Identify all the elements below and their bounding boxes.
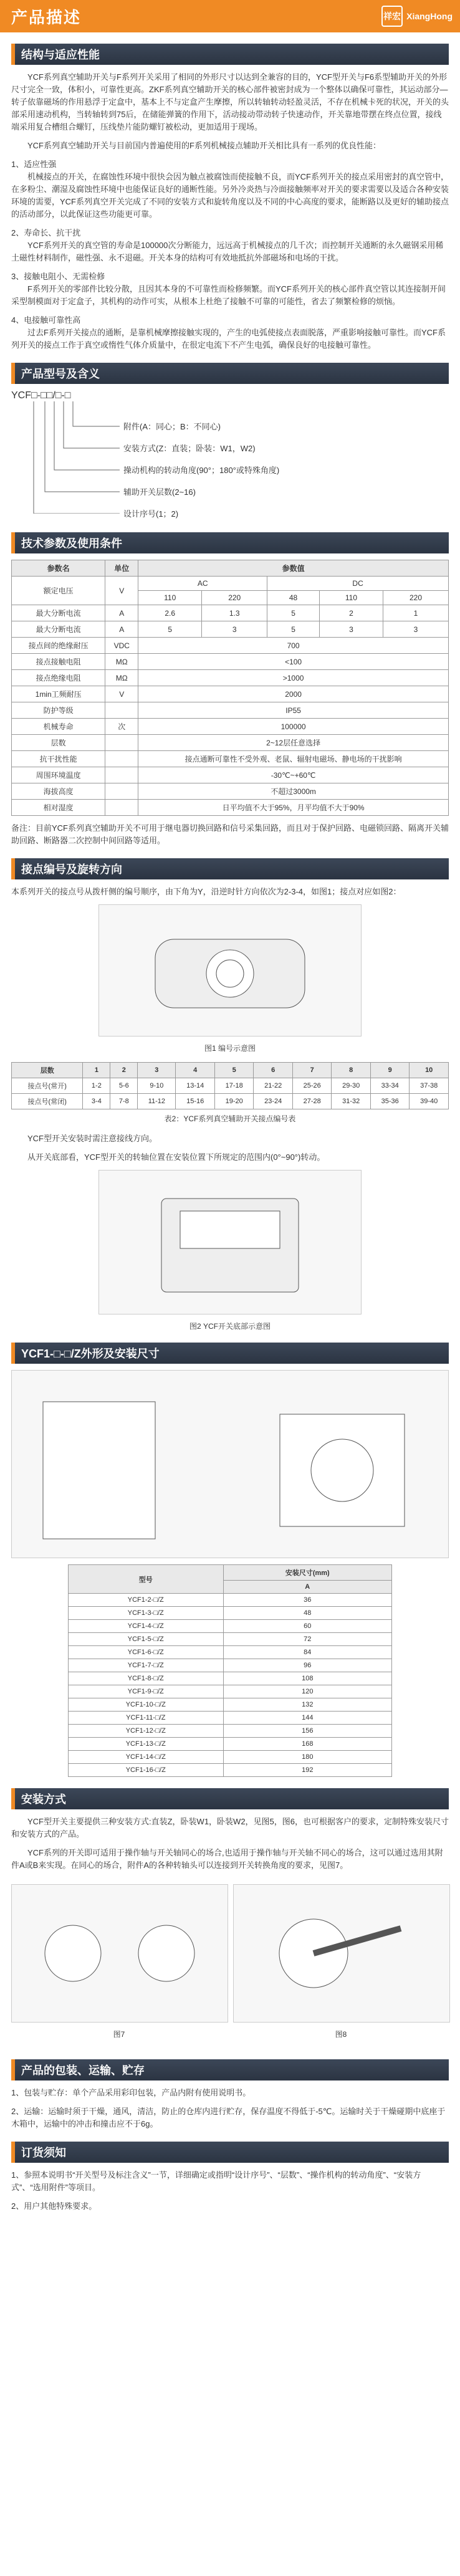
list-item xyxy=(11,158,449,221)
model-item: 设计序号(1；2) xyxy=(123,509,179,519)
table-cell: 192 xyxy=(223,1764,391,1777)
list-item-title: 3、接触电阻小、无需检修 xyxy=(11,272,105,281)
table-cell: 1 xyxy=(383,605,448,621)
switch-bottom-diagram-icon xyxy=(118,1180,342,1305)
section-ordering xyxy=(11,2142,449,2213)
page-title: 产品描述 xyxy=(11,7,82,27)
table-cell: 次 xyxy=(105,719,138,735)
brand-logo-icon: 祥宏 xyxy=(381,6,403,27)
table-cell: 36 xyxy=(223,1594,391,1607)
table-cell: 33-34 xyxy=(370,1078,409,1094)
table-cell: V xyxy=(105,577,138,605)
table-cell: 最大分断电流 xyxy=(12,621,105,638)
table-cell: YCF1-10-□/Z xyxy=(69,1698,224,1712)
list-item-text: 过去F系列开关接点的通断，是靠机械摩擦接触实现的，产生的电弧使接点表面脱落，严重影响接触可靠性。而YCF系列开关的接点工作于真空或惰性气体介质量中，在很定电流下不产生电弧，确保良好的电接触可靠性。 xyxy=(11,328,446,350)
model-code: YCF□-□□/□-□ xyxy=(11,390,71,401)
table-cell: 35-36 xyxy=(370,1094,409,1109)
table-cell: 48 xyxy=(267,591,320,605)
model-diagram-lines xyxy=(20,401,120,514)
section-title: 技术参数及使用条件 xyxy=(11,532,449,553)
table-header: 6 xyxy=(254,1063,292,1078)
section-contacts xyxy=(11,858,449,1331)
table-cell: 5 xyxy=(267,621,320,638)
paragraph: 2、运输：运输时须于干燥，通风，清洁，防止的仓库内进行贮存，保存温度不得低于-5℃。运输时关于干燥碰期中底座于木箱中，运输中的冲击和撞击应不于6g。 xyxy=(11,2107,446,2128)
table-header: 参数名 xyxy=(12,560,105,577)
table-cell: MΩ xyxy=(105,670,138,686)
table-cell: 156 xyxy=(223,1725,391,1738)
table-cell: DC xyxy=(267,577,449,591)
list-item xyxy=(11,227,449,264)
table-cell: 额定电压 xyxy=(12,577,105,605)
table-caption: 表2：YCF系列真空辅助开关接点编号表 xyxy=(164,1114,296,1123)
table-header: 安装尺寸(mm) xyxy=(223,1565,391,1581)
section-title: 订货须知 xyxy=(11,2142,449,2163)
figure-7-wrap xyxy=(11,1878,227,2048)
table-cell: 100000 xyxy=(138,719,449,735)
table-cell: 25-26 xyxy=(292,1078,331,1094)
table-cell: 接点号(常开) xyxy=(12,1078,83,1094)
table-cell: 96 xyxy=(223,1659,391,1672)
table-cell: 17-18 xyxy=(214,1078,253,1094)
table-cell: 1min工频耐压 xyxy=(12,686,105,702)
table-cell: 最大分断电流 xyxy=(12,605,105,621)
installation-figures xyxy=(11,1878,449,2048)
contact-number-table xyxy=(11,1062,449,1109)
table-cell: V xyxy=(105,686,138,702)
model-item: 安装方式(Z：直装；卧装：W1，W2) xyxy=(123,444,256,453)
table-cell: 19-20 xyxy=(214,1094,253,1109)
table-header: 4 xyxy=(176,1063,214,1078)
list-item-title: 4、电接触可靠性高 xyxy=(11,315,81,325)
table-cell: 2.6 xyxy=(138,605,202,621)
dimension-drawing xyxy=(11,1370,449,1558)
model-code-diagram xyxy=(11,390,449,521)
coaxial-diagram-icon xyxy=(17,1891,223,2016)
table-cell xyxy=(105,767,138,783)
table-cell: 31-32 xyxy=(332,1094,370,1109)
list-item-text: F系列开关的零部件比较分散，且因其本身的不可靠性而检修频繁。而YCF系列开关的核心部件真空管以其连接制开间采型制模面对于定盒子，其机构的动作可实，从根本上杜绝了接触不可靠的可能性，省去了频繁检修的烦恼。 xyxy=(11,284,446,306)
paragraph: 从开关底部看，YCF型开关的转轴位置在安装位置下所规定的范围内(0°~90°)转动。 xyxy=(27,1152,325,1162)
paragraph: YCF型开关安装时需注意接线方向。 xyxy=(27,1134,158,1143)
top-bar xyxy=(0,0,460,32)
paragraph: YCF型开关主要提供三种安装方式:直装Z，卧装W1，卧装W2，见图5，图6，也可根据客户的要求，定制特殊安装尺寸和安装方式的产品。 xyxy=(11,1817,449,1839)
table-header: 8 xyxy=(332,1063,370,1078)
section-title: YCF1-□-□/Z外形及安装尺寸 xyxy=(11,1343,449,1364)
table-cell: 9-10 xyxy=(138,1078,176,1094)
list-item xyxy=(11,271,449,308)
figure-caption: 图7 xyxy=(113,2030,125,2039)
model-item: 操动机构的转动角度(90°；180°或特殊角度) xyxy=(123,466,280,475)
table-cell: 5-6 xyxy=(110,1078,138,1094)
table-cell xyxy=(105,800,138,816)
table-cell: 周围环境温度 xyxy=(12,767,105,783)
table-cell: YCF1-3-□/Z xyxy=(69,1607,224,1620)
table-cell: 抗干扰性能 xyxy=(12,751,105,767)
table-cell: 海拔高度 xyxy=(12,783,105,800)
table-cell: 108 xyxy=(223,1672,391,1685)
table-cell: 27-28 xyxy=(292,1094,331,1109)
paragraph: 1、包装与贮存：单个产品采用彩印包装，产品内附有使用说明书。 xyxy=(11,2088,251,2097)
table-cell: 120 xyxy=(223,1685,391,1698)
paragraph: 本系列开关的接点号从拨杆侧的编号顺序，由下角为Y，沿逆时针方向依次为2-3-4，如图1；接点对应如图2： xyxy=(11,887,401,896)
list-item-title: 1、适应性强 xyxy=(11,160,57,169)
table-cell: A xyxy=(105,621,138,638)
table-cell: 3-4 xyxy=(83,1094,110,1109)
figure-caption: 图8 xyxy=(335,2030,347,2039)
table-cell: 接点通断可靠性不受外观、老鼠、辐射电磁场、静电场的干扰影响 xyxy=(138,751,449,767)
switch-front-diagram-icon xyxy=(118,914,342,1027)
table-cell: YCF1-6-□/Z xyxy=(69,1646,224,1659)
table-header: 单位 xyxy=(105,560,138,577)
table-cell: YCF1-9-□/Z xyxy=(69,1685,224,1698)
section-dimensions xyxy=(11,1343,449,1777)
table-cell: 接点接触电阻 xyxy=(12,654,105,670)
table-header: 10 xyxy=(410,1063,449,1078)
list-item xyxy=(11,314,449,352)
table-cell: 5 xyxy=(267,605,320,621)
table-cell: VDC xyxy=(105,638,138,654)
table-cell: 84 xyxy=(223,1646,391,1659)
table-cell: MΩ xyxy=(105,654,138,670)
table-cell: YCF1-7-□/Z xyxy=(69,1659,224,1672)
table-cell: YCF1-12-□/Z xyxy=(69,1725,224,1738)
table-cell: 29-30 xyxy=(332,1078,370,1094)
table-cell: 7-8 xyxy=(110,1094,138,1109)
model-item: 辅助开关层数(2~16) xyxy=(123,487,196,497)
content xyxy=(0,44,460,2213)
table-cell: 220 xyxy=(383,591,448,605)
table-cell: -30℃~+60℃ xyxy=(138,767,449,783)
section-title: 产品的包装、运输、贮存 xyxy=(11,2059,449,2080)
table-cell: 110 xyxy=(138,591,202,605)
table-cell: 相对湿度 xyxy=(12,800,105,816)
table-header: 7 xyxy=(292,1063,331,1078)
paragraph: YCF系列真空辅助开关与目前国内普遍使用的F系列机械接点辅助开关相比具有一系列的优良性能： xyxy=(27,141,381,150)
table-cell: YCF1-13-□/Z xyxy=(69,1738,224,1751)
table-cell: 机械寿命 xyxy=(12,719,105,735)
table-cell: 168 xyxy=(223,1738,391,1751)
table-cell: 2 xyxy=(319,605,383,621)
table-cell: 700 xyxy=(138,638,449,654)
table-cell: 15-16 xyxy=(176,1094,214,1109)
table-cell: AC xyxy=(138,577,267,591)
list-item-text: 机械接点的开关，在腐蚀性环境中很快会因为触点被腐蚀而使接触不良，而YCF系列开关的接点采用密封的真空管中，在多粉尘、潮湿及腐蚀性环境中也能保证良好的通断性能。另外冷炎热与冷面接触频率对开关的要求需要以及适合各种安装环境的需要，YCF系列真空开关完成了不同的安装方式和旋转角度以及不同的中心高度的要求，能断路以及更好的辅助接点的活动部分，以此保证这些功能更可靠。 xyxy=(11,172,449,219)
table-header: 5 xyxy=(214,1063,253,1078)
table-cell: 3 xyxy=(319,621,383,638)
table-cell: 3 xyxy=(383,621,448,638)
paragraph: 2、用户其他特殊要求。 xyxy=(11,2201,97,2211)
figure-8 xyxy=(233,1884,450,2023)
table-cell: 防护等级 xyxy=(12,702,105,719)
dimension-table xyxy=(68,1564,392,1777)
section-packaging xyxy=(11,2059,449,2130)
table-cell: >1000 xyxy=(138,670,449,686)
paragraph: 1、参照本说明书“开关型号及标注含义”一节，详细确定或指明“设计序号”、“层数”、“操作机构的转动角度”、“安装方式”、“选用附件”等项目。 xyxy=(11,2170,421,2192)
table-cell: 132 xyxy=(223,1698,391,1712)
table-cell: YCF1-11-□/Z xyxy=(69,1712,224,1725)
table-cell: A xyxy=(105,605,138,621)
table-cell: 21-22 xyxy=(254,1078,292,1094)
table-cell: 接点间的绝缘耐压 xyxy=(12,638,105,654)
table-header: 层数 xyxy=(12,1063,83,1078)
table-cell: 2000 xyxy=(138,686,449,702)
paragraph: YCF系列真空辅助开关与F系列开关采用了相同的外形尺寸以达到全兼容的目的，YCF型开关与F6系型辅助开关的外形尺寸完全一致，体积小，可靠性更高。ZKF系列真空辅助开关的核心部件被密封成为一个整体以确保可靠性，其运动部分—转子依靠磁场的作用悬浮于定盒中，基本上不与定盒产生摩擦，所以转轴转动轻盈灵活，不存在机械卡死的状况，开关的头部采用速动机构，当转轴转到75后，在储能弹簧的作用下，活动接动带动转子快速动作，开关靠地带摆在终点位置，接线端采用复合槽组合螺钉，压线垫片能防螺钉被松动，更加适用于现场。 xyxy=(11,72,449,132)
table-cell: <100 xyxy=(138,654,449,670)
section-parameters xyxy=(11,532,449,847)
section-title: 安装方式 xyxy=(11,1788,449,1809)
section-title: 接点编号及旋转方向 xyxy=(11,858,449,879)
figure-caption: 图2 YCF开关底部示意图 xyxy=(189,1322,271,1331)
table-cell xyxy=(105,751,138,767)
table-header: 9 xyxy=(370,1063,409,1078)
table-cell: YCF1-8-□/Z xyxy=(69,1672,224,1685)
table-cell: 23-24 xyxy=(254,1094,292,1109)
non-coaxial-diagram-icon xyxy=(239,1891,444,2016)
figure-caption: 图1 编号示意图 xyxy=(204,1044,256,1053)
table-cell: 1-2 xyxy=(83,1078,110,1094)
note: 备注：目前YCF系列真空辅助开关不可用于继电器切换回路和信号采集回路，而且对于保护回路、电磁锁回路、隔离开关辅助回路、断路器二次控制中间回路等适用。 xyxy=(11,823,449,845)
section-installation xyxy=(11,1788,449,2048)
figure-8-wrap xyxy=(233,1878,449,2048)
table-cell: 60 xyxy=(223,1620,391,1633)
table-cell: 48 xyxy=(223,1607,391,1620)
section-title: 产品型号及含义 xyxy=(11,363,449,384)
figure-2 xyxy=(98,1170,362,1314)
table-cell: 5 xyxy=(138,621,202,638)
figure-1 xyxy=(98,904,362,1037)
brand-name: XiangHong xyxy=(406,11,453,21)
table-cell: 日平均值不大于95%，月平均值不大于90% xyxy=(138,800,449,816)
table-cell xyxy=(105,783,138,800)
table-cell: YCF1-14-□/Z xyxy=(69,1751,224,1764)
table-cell: 180 xyxy=(223,1751,391,1764)
table-cell: YCF1-2-□/Z xyxy=(69,1594,224,1607)
table-cell: YCF1-5-□/Z xyxy=(69,1633,224,1646)
section-structure xyxy=(11,44,449,352)
table-cell: 3 xyxy=(202,621,267,638)
table-cell: 11-12 xyxy=(138,1094,176,1109)
table-cell: 2~12层任意选择 xyxy=(138,735,449,751)
table-cell: YCF1-4-□/Z xyxy=(69,1620,224,1633)
table-cell: 层数 xyxy=(12,735,105,751)
table-header: 1 xyxy=(83,1063,110,1078)
table-header: 参数值 xyxy=(138,560,449,577)
table-cell xyxy=(105,702,138,719)
paragraph: YCF系列的开关即可适用于操作轴与开关轴同心的场合,也适用于操作轴与开关轴不同心的场合，这可以通过选用其附件A或B来实现。在同心的场合，附件A的各种转轴头可以连接到开关转换角度的要求，见图7。 xyxy=(11,1848,443,1870)
table-cell: 37-38 xyxy=(410,1078,449,1094)
table-cell: 13-14 xyxy=(176,1078,214,1094)
table-header: 2 xyxy=(110,1063,138,1078)
table-cell: 接点绝缘电阻 xyxy=(12,670,105,686)
brand xyxy=(381,6,453,27)
table-header: 型号 xyxy=(69,1565,224,1594)
dimension-drawing-icon xyxy=(18,1377,442,1551)
table-cell: 144 xyxy=(223,1712,391,1725)
section-model xyxy=(11,363,449,521)
parameters-table xyxy=(11,560,449,816)
table-cell: 1.3 xyxy=(202,605,267,621)
table-cell xyxy=(105,735,138,751)
table-cell: 110 xyxy=(319,591,383,605)
table-cell: 39-40 xyxy=(410,1094,449,1109)
figure-7 xyxy=(11,1884,228,2023)
table-cell: IP55 xyxy=(138,702,449,719)
table-cell: 220 xyxy=(202,591,267,605)
list-item-title: 2、寿命长、抗干扰 xyxy=(11,228,81,237)
table-header: A xyxy=(223,1581,391,1594)
table-cell: YCF1-16-□/Z xyxy=(69,1764,224,1777)
list-item-text: YCF系列开关的真空管的寿命是100000次分断能力，远远高于机械接点的几千次；而控制开关通断的永久磁钢采用稀土磁性材料制作，磁性强、永不退磁。开关本身的结构可有效地抵抗外部磁场和电场的干扰。 xyxy=(11,241,444,262)
table-cell: 72 xyxy=(223,1633,391,1646)
table-cell: 接点号(常闭) xyxy=(12,1094,83,1109)
table-cell: 不超过3000m xyxy=(138,783,449,800)
section-title: 结构与适应性能 xyxy=(11,44,449,65)
table-header: 3 xyxy=(138,1063,176,1078)
model-item: 附件(A：同心；B：不同心) xyxy=(123,422,221,431)
